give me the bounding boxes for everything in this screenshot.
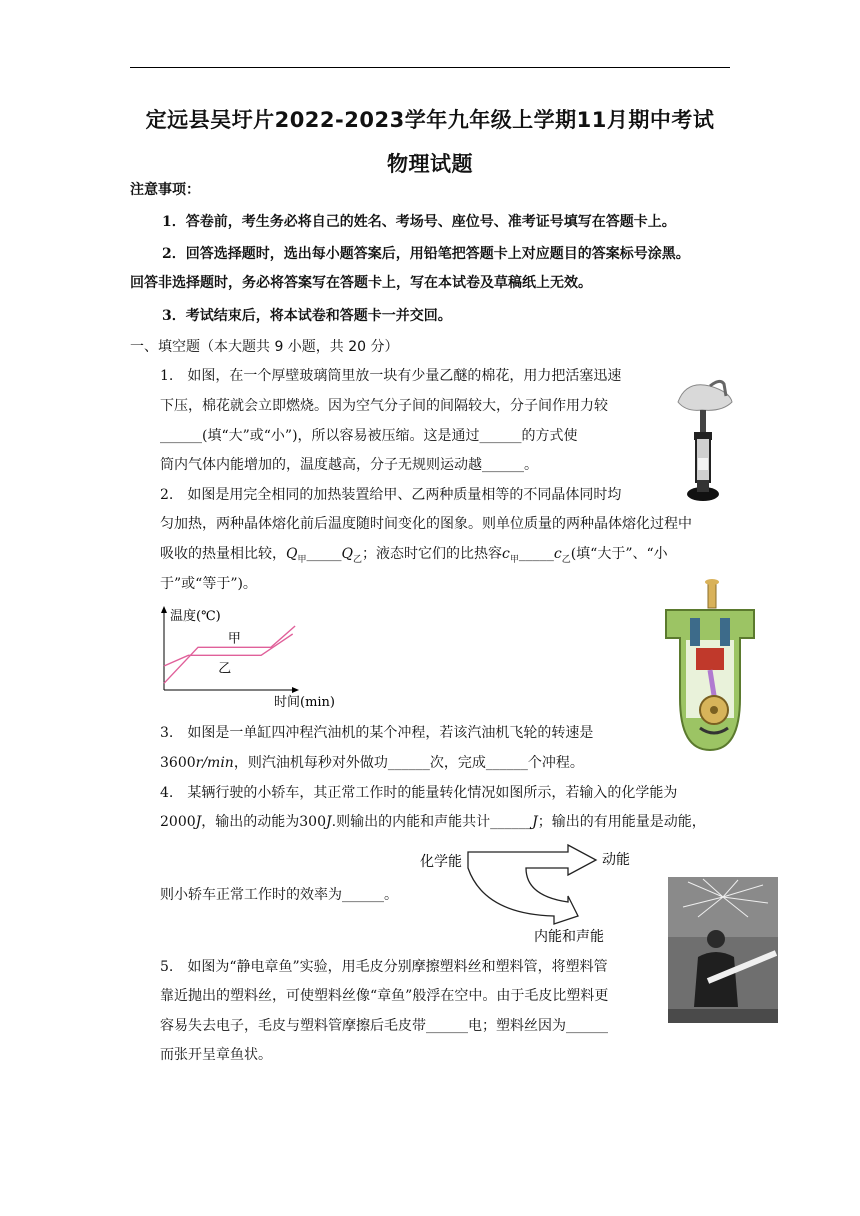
rpm-value: 3600	[160, 755, 196, 771]
yi-subscript: 乙	[561, 554, 571, 565]
q4-text: ；输出的有用能量是动能，	[537, 814, 706, 830]
q5-line: 容易失去电子，毛皮与塑料管摩擦后毛皮带______电；塑料丝因为______	[160, 1018, 608, 1034]
yi-subscript: 乙	[352, 554, 362, 565]
kinetic-energy: 300	[299, 814, 326, 830]
q5-line: 5. 如图为“静电章鱼”实验，用毛皮分别摩擦塑料丝和塑料管，将塑料管	[160, 959, 608, 975]
q2-line: 匀加热，两种晶体熔化前后温度随时间变化的图象。则单位质量的两种晶体熔化过程中	[160, 516, 692, 532]
input-energy: 2000	[160, 814, 196, 830]
q1-line: ______(填“大”或“小”)，所以容易被压缩。这是通过______的方式使	[160, 428, 578, 444]
energy-flow-diagram	[414, 840, 650, 950]
q5-line: 靠近抛出的塑料丝，可使塑料丝像“章鱼”般浮在空中。由于毛皮比塑料更	[160, 988, 609, 1004]
q3-text: ，则汽油机每秒对外做功______次，完成______个冲程。	[233, 755, 584, 771]
x-axis-arrow	[292, 687, 299, 693]
q3-line-2	[160, 753, 584, 773]
joule-unit: J	[532, 814, 538, 830]
q1-line: 筒内气体内能增加的，温度越高，分子无规则运动越______。	[160, 457, 538, 473]
melting-chart	[150, 600, 350, 710]
joule-unit: J	[195, 814, 202, 830]
q4-line: 4. 某辆行驶的小轿车，其正常工作时的能量转化情况如图所示，若输入的化学能为	[160, 785, 678, 801]
q2-line-3	[160, 544, 668, 570]
section-title: 一、填空题（本大题共 9 小题，共 20 分）	[130, 339, 399, 355]
rpm-unit: r/min	[195, 755, 234, 771]
q5-line: 而张开呈章鱼状。	[160, 1047, 272, 1063]
static-octopus-photo	[668, 877, 778, 1023]
notice-item: 1．答卷前，考生务必将自己的姓名、考场号、座位号、准考证号填写在答题卡上。	[162, 214, 676, 230]
engine-figure	[660, 578, 760, 758]
energy-arrow	[468, 845, 596, 924]
input-energy-label: 化学能	[420, 854, 462, 870]
series-label-yi: 乙	[218, 661, 232, 677]
output-kinetic-label: 动能	[602, 852, 630, 868]
answer-blank: _____	[306, 546, 342, 562]
q2-text: (填“大于”、“小	[570, 546, 668, 562]
y-axis-label: 温度(℃)	[170, 609, 221, 624]
q2-line: 于”或“等于”)。	[160, 576, 257, 592]
exam-subtitle: 物理试题	[387, 152, 473, 176]
q3-line: 3. 如图是一单缸四冲程汽油机的某个冲程，若该汽油机飞轮的转速是	[160, 725, 594, 741]
q-symbol: Q	[341, 546, 353, 562]
jia-subscript: 甲	[297, 554, 307, 565]
q-symbol: Q	[286, 546, 298, 562]
q2-text: ；液态时它们的比热容	[362, 546, 502, 562]
q2-line: 2. 如图是用完全相同的加热装置给甲、乙两种质量相等的不同晶体同时均	[160, 487, 622, 503]
q4-text: ，输出的动能为	[201, 814, 300, 830]
notice-item: 2．回答选择题时，选出每小题答案后，用铅笔把答题卡上对应题目的答案标号涂黑。	[162, 246, 690, 262]
c-symbol: c	[502, 546, 510, 562]
notice-item: 3．考试结束后，将本试卷和答题卡一并交回。	[162, 308, 452, 324]
output-heat-sound-label: 内能和声能	[534, 929, 604, 945]
q1-line: 下压，棉花就会立即燃烧。因为空气分子间的间隔较大，分子间作用力较	[160, 398, 608, 414]
q1-line: 1. 如图，在一个厚壁玻璃筒里放一块有少量乙醚的棉花，用力把活塞迅速	[160, 368, 622, 384]
series-label-jia: 甲	[227, 631, 241, 647]
piston-tube-figure	[660, 374, 740, 510]
q4-line-2	[160, 812, 706, 832]
q4-line: 则小轿车正常工作时的效率为______。	[160, 887, 398, 903]
x-axis-label: 时间(min)	[274, 695, 336, 710]
joule-unit: J	[326, 814, 332, 830]
notice-item: 回答非选择题时，务必将答案写在答题卡上，写在本试卷及草稿纸上无效。	[130, 275, 592, 291]
notice-heading: 注意事项：	[130, 182, 200, 198]
header-rule	[130, 67, 730, 68]
jia-subscript: 甲	[509, 554, 519, 565]
c-symbol: c	[553, 546, 562, 562]
y-axis-arrow	[161, 606, 167, 613]
answer-blank: _____	[518, 546, 554, 562]
q4-text: .则输出的内能和声能共计	[331, 814, 491, 830]
exam-title: 定远县吴圩片2022-2023学年九年级上学期11月期中考试	[145, 108, 715, 132]
answer-blank: ______	[490, 814, 533, 830]
q2-text: 吸收的热量相比较，	[160, 546, 286, 562]
